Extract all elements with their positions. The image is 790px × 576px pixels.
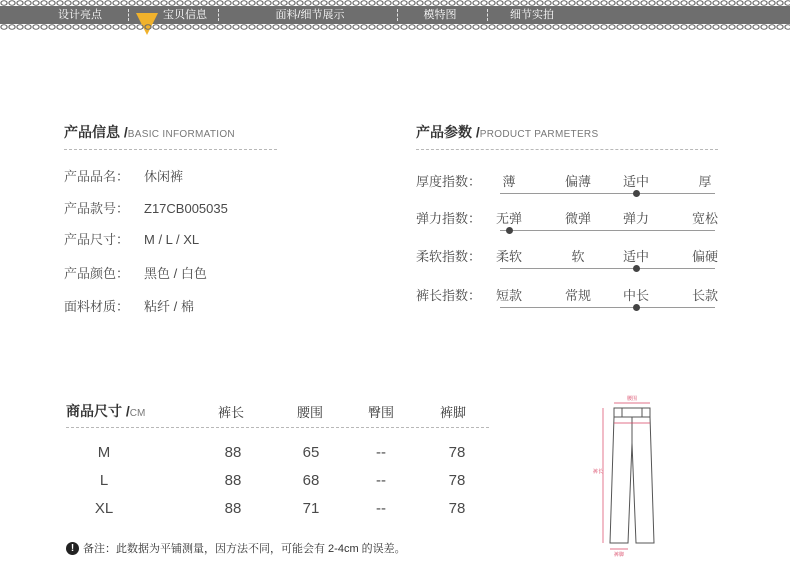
basic-info-heading <box>64 122 235 142</box>
table-cell: 71 <box>302 500 320 517</box>
size-cell: M <box>97 444 111 461</box>
table-cell: -- <box>376 500 386 517</box>
param-scale-line <box>500 230 715 231</box>
param-option: 中长 <box>622 288 649 303</box>
param-option: 薄 <box>502 174 516 189</box>
column-header: 腰围 <box>297 405 324 420</box>
info-label: 面料材质： <box>64 299 130 314</box>
info-label: 产品品名： <box>64 169 130 184</box>
table-cell: 78 <box>448 472 466 489</box>
table-cell: 78 <box>448 444 466 461</box>
param-scale-line <box>500 268 715 269</box>
param-option: 偏硬 <box>691 249 718 264</box>
param-option: 长款 <box>691 288 718 303</box>
table-cell: 78 <box>448 500 466 517</box>
nav-separator <box>218 9 219 21</box>
table-cell: 88 <box>224 444 242 461</box>
param-option: 偏薄 <box>564 174 591 189</box>
param-label: 裤长指数： <box>416 288 482 303</box>
info-row-name <box>64 166 183 185</box>
params-title-en: PRODUCT PARMETERS <box>479 129 599 140</box>
param-option: 弹力 <box>622 211 649 226</box>
table-cell: 88 <box>224 472 242 489</box>
param-option: 微弹 <box>564 211 591 226</box>
size-cell: L <box>99 472 109 489</box>
table-cell: 88 <box>224 500 242 517</box>
param-label: 弹力指数： <box>416 211 482 226</box>
param-option: 短款 <box>495 288 522 303</box>
param-indicator-dot <box>506 227 513 234</box>
divider <box>66 427 489 428</box>
nav-item-detail-photos[interactable]: 细节实拍 <box>510 9 554 21</box>
param-indicator-dot <box>633 190 640 197</box>
size-table-title-text: 商品尺寸 / <box>66 403 130 419</box>
info-row-color <box>64 263 207 282</box>
info-label: 产品尺寸： <box>64 232 130 247</box>
info-value: 休闲裤 <box>144 169 184 184</box>
pants-diagram <box>592 393 672 558</box>
note <box>66 540 406 556</box>
divider <box>64 149 277 150</box>
nav-item-design[interactable]: 设计亮点 <box>58 9 102 21</box>
info-row-size <box>64 229 199 248</box>
param-option: 柔软 <box>495 249 522 264</box>
basic-info-title: 产品信息 / <box>64 124 128 140</box>
info-label: 产品款号： <box>64 201 130 216</box>
info-row-material <box>64 296 194 315</box>
info-value: 粘纤 / 棉 <box>144 299 194 314</box>
nav-separator <box>487 9 488 21</box>
table-cell: 68 <box>302 472 320 489</box>
top-nav <box>0 6 790 24</box>
nav-chain-bottom <box>0 24 790 30</box>
nav-separator <box>397 9 398 21</box>
info-value: M / L / XL <box>144 232 200 247</box>
param-scale-line <box>500 193 715 194</box>
param-option: 厚 <box>698 174 712 189</box>
param-option: 适中 <box>622 249 649 264</box>
waist-label: 腰围 <box>626 396 638 402</box>
hem-label: 裤脚 <box>613 552 625 558</box>
column-header: 裤长 <box>218 405 245 420</box>
column-header: 臀围 <box>368 405 395 420</box>
table-cell: -- <box>376 472 386 489</box>
param-option: 适中 <box>622 174 649 189</box>
params-title: 产品参数 / <box>416 124 480 140</box>
param-option: 常规 <box>564 288 591 303</box>
table-cell: -- <box>376 444 386 461</box>
nav-separator <box>128 9 129 21</box>
warning-icon: ! <box>66 542 79 555</box>
note-text: 备注：此数据为平铺测量，因方法不同，可能会有 2-4cm 的误差。 <box>83 543 406 555</box>
param-label: 厚度指数： <box>416 174 482 189</box>
info-value: Z17CB005035 <box>144 201 228 216</box>
info-row-style-no <box>64 198 228 217</box>
basic-info-title-en: BASIC INFORMATION <box>127 129 235 140</box>
param-indicator-dot <box>633 304 640 311</box>
divider <box>416 149 718 150</box>
length-label: 裤长 <box>592 469 604 475</box>
param-option: 宽松 <box>691 211 718 226</box>
size-cell: XL <box>94 500 114 517</box>
param-option: 软 <box>571 249 585 264</box>
info-label: 产品颜色： <box>64 266 130 281</box>
param-indicator-dot <box>633 265 640 272</box>
info-value: 黑色 / 白色 <box>144 266 207 281</box>
params-heading <box>416 122 598 142</box>
param-scale-line <box>500 307 715 308</box>
size-table-title <box>66 401 145 421</box>
nav-item-fabric[interactable]: 面料/细节展示 <box>275 9 345 21</box>
nav-item-model[interactable]: 模特图 <box>423 9 457 21</box>
table-cell: 65 <box>302 444 320 461</box>
column-header: 裤脚 <box>440 405 467 420</box>
size-table-unit: CM <box>129 408 146 419</box>
param-option: 无弹 <box>495 211 522 226</box>
param-label: 柔软指数： <box>416 249 482 264</box>
nav-item-product-info[interactable]: 宝贝信息 <box>163 9 207 21</box>
